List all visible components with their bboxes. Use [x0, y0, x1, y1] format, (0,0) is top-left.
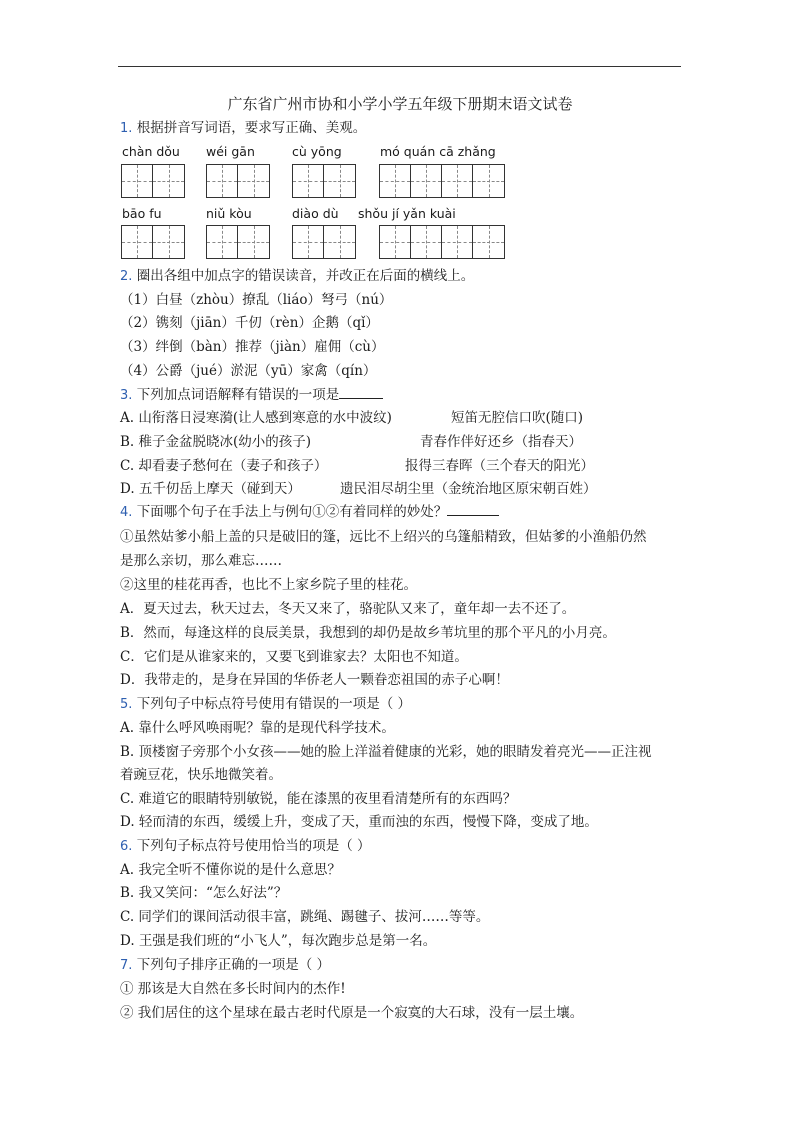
- option-b-right: 青春作伴好还乡（指春天）: [420, 434, 582, 450]
- option-a-left: A. 山衔落日浸寒漪(让人感到寒意的水中波纹): [120, 410, 392, 426]
- writing-grid[interactable]: [292, 164, 356, 198]
- writing-grid[interactable]: [121, 225, 185, 259]
- option-b: B. 我又笑问：“怎么好法”？: [120, 885, 288, 901]
- option-d-right: 遗民泪尽胡尘里（金统治地区原宋朝百姓）: [340, 481, 597, 497]
- option-d: D. 轻而清的东西，缓缓上升，变成了天，重而浊的东西，慢慢下降，变成了地。: [120, 814, 598, 830]
- pinyin-label: cù yōng: [292, 144, 342, 159]
- question-text: 圈出各组中加点字的错误读音，并改正在后面的横线上。: [136, 268, 475, 284]
- writing-grid[interactable]: [379, 164, 505, 198]
- question-1: [120, 118, 366, 139]
- pinyin-label: bāo fu: [122, 206, 162, 221]
- answer-blank[interactable]: [339, 385, 383, 399]
- pinyin-label: wéi gān: [206, 144, 255, 159]
- question-text: 下列句子标点符号使用恰当的项是（ ）: [136, 838, 371, 854]
- option-b: B. 顶楼窗子旁那个小女孩——她的脸上洋溢着健康的光彩，她的眼睛发着亮光——正注视: [120, 744, 652, 760]
- question-text: 下列句子排序正确的一项是（ ）: [136, 957, 330, 973]
- option-c: C．它们是从谁家来的，又要飞到谁家去？太阳也不知道。: [120, 649, 468, 665]
- pinyin-label: diào dù: [292, 206, 339, 221]
- page-title: 广东省广州市协和小学小学五年级下册期末语文试卷: [227, 95, 573, 113]
- option-b: B．然而，每逢这样的良辰美景，我想到的却仍是故乡苇坑里的那个平凡的小月亮。: [120, 625, 616, 641]
- question-number: 4.: [120, 505, 133, 520]
- question-6: [120, 836, 371, 857]
- question-text: 下列句子中标点符号使用有错误的一项是（ ）: [136, 696, 411, 712]
- writing-grid[interactable]: [121, 164, 185, 198]
- question-number: 3.: [120, 388, 133, 403]
- list-item: ② 我们居住的这个星球在最古老时代原是一个寂寞的大石球，没有一层土壤。: [120, 1005, 584, 1021]
- option-c-right: 报得三春晖（三个春天的阳光）: [405, 458, 594, 474]
- option-b-cont: 着豌豆花，快乐地微笑着。: [120, 767, 282, 783]
- example-sentence-2: ②这里的桂花再香，也比不上家乡院子里的桂花。: [120, 577, 417, 593]
- list-item: （2）镌刻（jiān）千仞（rèn）企鹅（qǐ）: [120, 315, 379, 331]
- top-rule: [118, 66, 681, 67]
- writing-grid[interactable]: [379, 225, 505, 259]
- pinyin-label: chàn dǒu: [122, 144, 180, 159]
- answer-blank[interactable]: [447, 502, 499, 516]
- option-c: C. 同学们的课间活动很丰富，跳绳、踢毽子、拔河……等等。: [120, 909, 490, 925]
- option-c-left: C. 却看妻子愁何在（妻子和孩子）: [120, 458, 328, 474]
- question-7: [120, 955, 330, 976]
- option-a-right: 短笛无腔信口吹(随口): [451, 410, 584, 426]
- option-b-left: B. 稚子金盆脱晓冰(幼小的孩子): [120, 434, 312, 450]
- writing-grid[interactable]: [206, 164, 270, 198]
- example-sentence-1: ①虽然姑爹小船上盖的只是破旧的篷，远比不上绍兴的乌篷船精致，但姑爹的小渔船仍然: [120, 529, 647, 545]
- question-4: [120, 502, 499, 523]
- example-sentence-1-cont: 是那么亲切，那么难忘……: [120, 553, 282, 569]
- list-item: （3）绊倒（bàn）推荐（jiàn）雇佣（cù）: [120, 339, 385, 355]
- question-number: 5.: [120, 697, 133, 712]
- question-3: [120, 385, 383, 406]
- question-5: [120, 694, 411, 715]
- writing-grid[interactable]: [292, 225, 356, 259]
- question-number: 6.: [120, 839, 133, 854]
- option-c: C. 难道它的眼睛特别敏锐，能在漆黑的夜里看清楚所有的东西吗？: [120, 791, 517, 807]
- question-text: 下面哪个句子在手法上与例句①②有着同样的妙处？: [136, 504, 448, 520]
- question-number: 2.: [120, 269, 133, 284]
- list-item: ① 那该是大自然在多长时间内的杰作!: [120, 981, 346, 997]
- option-a: A. 靠什么呼风唤雨呢？靠的是现代科学技术。: [120, 720, 395, 736]
- pinyin-label: shǒu jí yǎn kuài: [358, 206, 456, 221]
- pinyin-label: mó quán cā zhǎng: [380, 144, 496, 159]
- pinyin-label: niǔ kòu: [206, 206, 252, 221]
- writing-grid[interactable]: [206, 225, 270, 259]
- list-item: （4）公爵（jué）淤泥（yū）家禽（qín）: [120, 363, 377, 379]
- option-d: D．我带走的，是身在异国的华侨老人一颗眷恋祖国的赤子心啊！: [120, 672, 509, 688]
- option-d-left: D. 五千仞岳上摩天（碰到天）: [120, 481, 301, 497]
- option-a: A. 我完全听不懂你说的是什么意思？: [120, 862, 341, 878]
- question-text: 根据拼音写词语，要求写正确、美观。: [136, 120, 367, 136]
- option-d: D. 王强是我们班的“小飞人”，每次跑步总是第一名。: [120, 933, 437, 949]
- question-2: [120, 266, 474, 287]
- question-number: 7.: [120, 958, 133, 973]
- question-number: 1.: [120, 121, 133, 136]
- option-a: A．夏天过去，秋天过去，冬天又来了，骆驼队又来了，童年却一去不还了。: [120, 601, 576, 617]
- question-text: 下列加点词语解释有错误的一项是: [136, 387, 340, 403]
- list-item: （1）白昼（zhòu）撩乱（liáo）弩弓（nú）: [120, 292, 393, 308]
